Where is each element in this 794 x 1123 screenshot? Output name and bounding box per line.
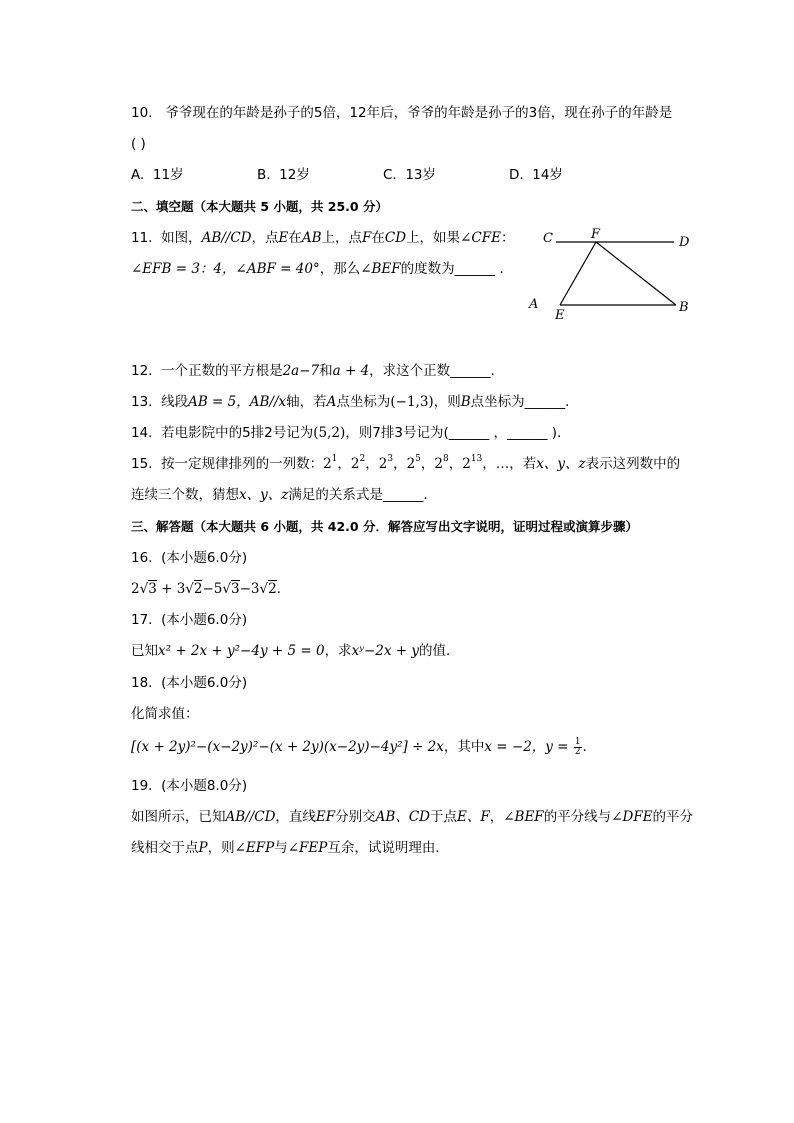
- q10-paren: ( ): [131, 136, 146, 152]
- label-e: E: [555, 308, 565, 323]
- line-fb: [596, 242, 676, 305]
- q18-expression: [(x + 2y)²−(x−2y)²−(x + 2y)(x−2y)−4y²] ÷ 2x，其中x = −2，y = $\frac{1}{2}$ ．: [131, 736, 597, 757]
- q19-line1: 如图所示，已知AB//CD，直线EF分别交AB、CD于点E、F，∠BEF的平分线与∠DFE的平分: [131, 809, 694, 825]
- q16-expression: 2√3 + 3√2−5√3−3√2．: [131, 581, 291, 597]
- label-c: C: [543, 231, 553, 246]
- line-fe: [560, 242, 596, 305]
- q10-number: 10.: [131, 105, 153, 121]
- q10-line1: [131, 103, 672, 123]
- q15-line1: 15. 按一定规律排列的一列数：$2^1$，$2^2$，$2^3$，$2^5$，$2^8$，$2^{13}$，…，若x、y、z表示这列数中的: [131, 453, 681, 472]
- section3-heading: 三、解答题（本大题共 6 小题，共 42.0 分．解答应写出文字说明，证明过程或演算步骤）: [131, 519, 638, 534]
- q14: 14. 若电影院中的5排2号记为(5,2)，则7排3号记为(______ ，______ )．: [131, 425, 571, 441]
- q10-option-c: C. 13岁: [383, 167, 436, 183]
- q19-header: 19. (本小题8.0分): [131, 778, 248, 794]
- q13: 13. 线段AB = 5，AB//x轴，若A点坐标为(−1,3)，则B点坐标为______．: [131, 394, 579, 410]
- q15-line2: 连续三个数，猜想x、y、z满足的关系式是______．: [131, 487, 437, 503]
- q11-line2: ∠EFB = 3：4，∠ABF = 40°，那么∠BEF的度数为______ ．: [131, 261, 513, 277]
- label-f: F: [591, 227, 601, 242]
- label-a: A: [529, 297, 539, 312]
- q17-body: 已知x² + 2x + y²−4y + 5 = 0，求xʸ−2x + y的值．: [131, 643, 460, 659]
- q18-instruction: 化简求值：: [131, 706, 199, 722]
- q10-option-d: D. 14岁: [509, 167, 563, 183]
- fraction-one-half: $\frac{1}{2}$: [574, 736, 581, 757]
- label-d: D: [679, 235, 690, 250]
- label-b: B: [679, 300, 689, 315]
- q17-header: 17. (本小题6.0分): [131, 612, 248, 628]
- q18-header: 18. (本小题6.0分): [131, 675, 248, 691]
- q11-line1: 11. 如图，AB//CD，点E在AB上，点F在CD上，如果∠CFE：: [131, 230, 515, 246]
- q10-option-b: B. 12岁: [257, 167, 310, 183]
- q12: 12. 一个正数的平方根是2a−7和a + 4，求这个正数______．: [131, 363, 505, 379]
- q10-option-a: A. 11岁: [131, 167, 184, 183]
- section2-heading: 二、填空题（本大题共 5 小题，共 25.0 分）: [131, 199, 388, 214]
- q16-header: 16. (本小题6.0分): [131, 550, 248, 566]
- q19-line2: 线相交于点P，则∠EFP与∠FEP互余，试说明理由．: [131, 840, 449, 856]
- q11-figure: [524, 224, 696, 324]
- q10-text: 爷爷现在的年龄是孙子的5倍，12年后，爷爷的年龄是孙子的3倍，现在孙子的年龄是: [165, 105, 673, 121]
